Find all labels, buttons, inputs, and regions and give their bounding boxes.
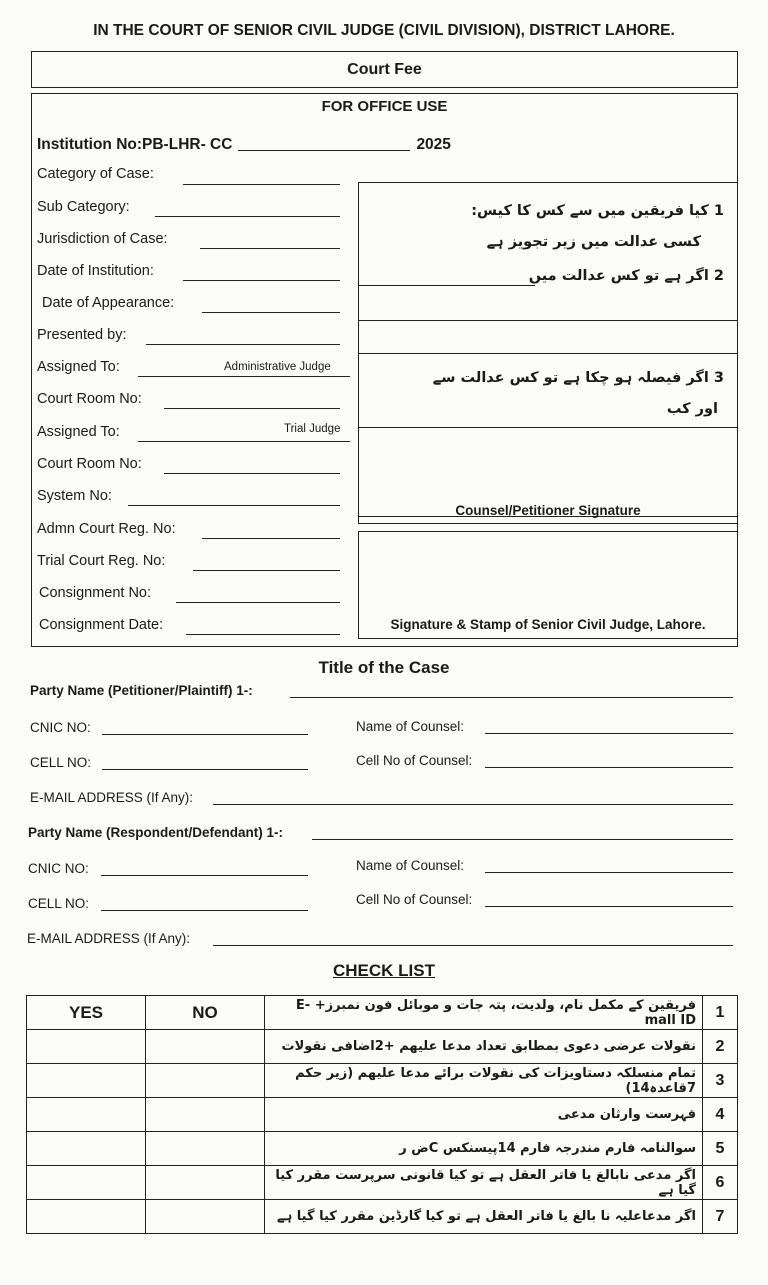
petitioner-email-label: E-MAIL ADDRESS (If Any):: [30, 790, 194, 805]
no-cell[interactable]: [146, 1132, 265, 1166]
court-fee-box: Court Fee: [31, 51, 738, 88]
trial-reg-field[interactable]: [193, 570, 340, 571]
table-row: [27, 1166, 738, 1200]
checklist-item-text: فریقین کے مکمل نام، ولدیت، پتہ جات و موبائل فون نمبرز+ E-mall ID: [265, 996, 703, 1030]
divider: [358, 427, 738, 428]
checklist-item-number: 5: [703, 1132, 738, 1166]
date-appearance-label: Date of Appearance:: [42, 295, 175, 311]
question-1-line-2: کسی عدالت میں زیر تجویز ہے: [486, 234, 701, 250]
jurisdiction-field[interactable]: [200, 248, 340, 249]
checklist-item-number: 7: [703, 1200, 738, 1234]
judge-signature-label: Signature & Stamp of Senior Civil Judge, Lahore.: [390, 617, 706, 632]
category-field[interactable]: [183, 184, 340, 185]
question-2-answer-field[interactable]: [358, 285, 535, 286]
trial-judge-label: Trial Judge: [284, 423, 341, 435]
sub-category-label: Sub Category:: [37, 199, 130, 215]
respondent-cnic-label: CNIC NO:: [28, 861, 89, 876]
checklist-item-text: تمام منسلکہ دستاویزات کی نقولات برائے مدعا علیھم (زیر حکم 7قاعدہ14): [265, 1064, 703, 1098]
petitioner-cnic-label: CNIC NO:: [30, 720, 91, 735]
table-row: [27, 996, 738, 1030]
petitioner-email-field[interactable]: [213, 804, 733, 805]
yes-cell[interactable]: [27, 1200, 146, 1234]
institution-number-field[interactable]: [238, 150, 410, 151]
category-label: Category of Case:: [37, 166, 154, 182]
court-room-2-field[interactable]: [164, 473, 340, 474]
assigned-to-admin-field[interactable]: [138, 376, 350, 377]
question-3-line-1: 3 اگر فیصلہ ہو چکا ہے تو کس عدالت سے: [432, 370, 724, 386]
petitioner-cnic-field[interactable]: [102, 734, 308, 735]
checklist-item-text: اگر مدعی نابالغ یا فاتر العقل ہے تو کیا قانونی سرپرست مقرر کیا گیا ہے: [265, 1166, 703, 1200]
respondent-party-name-field[interactable]: [312, 839, 733, 840]
yes-cell[interactable]: [27, 1132, 146, 1166]
question-1-line-1: 1 کیا فریقین میں سے کس کا کیس:: [471, 203, 724, 219]
trial-reg-label: Trial Court Reg. No:: [37, 553, 166, 569]
consignment-no-field[interactable]: [176, 602, 340, 603]
no-cell[interactable]: [146, 1166, 265, 1200]
checklist-item-number: 3: [703, 1064, 738, 1098]
petitioner-counsel-cell-field[interactable]: [485, 767, 733, 768]
administrative-judge-label: Administrative Judge: [224, 361, 331, 373]
checklist-item-number: 4: [703, 1098, 738, 1132]
consignment-no-label: Consignment No:: [39, 585, 152, 601]
yes-cell[interactable]: [27, 1064, 146, 1098]
presented-by-field[interactable]: [146, 344, 340, 345]
yes-cell[interactable]: [27, 1098, 146, 1132]
respondent-counsel-cell-label: Cell No of Counsel:: [356, 892, 473, 907]
no-cell[interactable]: [146, 1200, 265, 1234]
date-institution-field[interactable]: [183, 280, 340, 281]
no-cell[interactable]: [146, 1030, 265, 1064]
yes-cell[interactable]: [27, 1166, 146, 1200]
no-header: NO: [146, 996, 265, 1030]
jurisdiction-label: Jurisdiction of Case:: [37, 231, 168, 247]
date-institution-label: Date of Institution:: [37, 263, 154, 279]
date-appearance-field[interactable]: [202, 312, 340, 313]
checklist-item-number: 2: [703, 1030, 738, 1064]
table-row: [27, 1064, 738, 1098]
respondent-cell-label: CELL NO:: [28, 896, 90, 911]
admn-reg-field[interactable]: [202, 538, 340, 539]
court-room-1-field[interactable]: [164, 408, 340, 409]
petitioner-cell-field[interactable]: [102, 769, 308, 770]
no-cell[interactable]: [146, 1098, 265, 1132]
yes-cell[interactable]: [27, 1030, 146, 1064]
table-row: [27, 1030, 738, 1064]
respondent-counsel-name-label: Name of Counsel:: [356, 858, 465, 873]
table-row: [27, 1098, 738, 1132]
table-row: [27, 1200, 738, 1234]
title-of-case: Title of the Case: [318, 658, 450, 677]
office-use-title: FOR OFFICE USE: [321, 98, 448, 115]
consignment-date-field[interactable]: [186, 634, 340, 635]
no-cell[interactable]: [146, 1064, 265, 1098]
checklist-item-number: 1: [703, 996, 738, 1030]
court-room-2-label: Court Room No:: [37, 456, 142, 472]
assigned-to-admin-label: Assigned To:: [37, 359, 120, 375]
question-3-line-2: اور کب: [666, 401, 718, 417]
petitioner-counsel-name-label: Name of Counsel:: [356, 719, 465, 734]
respondent-counsel-name-field[interactable]: [485, 872, 733, 873]
checklist-table: [26, 995, 738, 1234]
system-no-label: System No:: [37, 488, 112, 504]
institution-year: 2025: [416, 136, 451, 153]
respondent-cell-field[interactable]: [101, 910, 308, 911]
checklist-item-number: 6: [703, 1166, 738, 1200]
system-no-field[interactable]: [128, 505, 340, 506]
respondent-cnic-field[interactable]: [101, 875, 308, 876]
respondent-party-name-label: Party Name (Respondent/Defendant) 1-:: [28, 825, 284, 840]
respondent-email-label: E-MAIL ADDRESS (If Any):: [27, 931, 191, 946]
court-header: IN THE COURT OF SENIOR CIVIL JUDGE (CIVIL DIVISION), DISTRICT LAHORE.: [93, 22, 675, 39]
checklist-title: CHECK LIST: [333, 961, 435, 980]
checklist-item-text: نقولات عرضی دعوی بمطابق تعداد مدعا علیھم +2اضافی نقولات: [265, 1030, 703, 1064]
table-row: [27, 1132, 738, 1166]
presented-by-label: Presented by:: [37, 327, 127, 343]
consignment-date-label: Consignment Date:: [39, 617, 164, 633]
petitioner-counsel-name-field[interactable]: [485, 733, 733, 734]
petitioner-party-name-field[interactable]: [290, 697, 733, 698]
checklist-item-text: اگر مدعاعلیہ نا بالغ یا فاتر العقل ہے تو کیا گارڈین مقرر کیا گیا ہے: [265, 1200, 703, 1234]
checklist-item-text: سوالنامہ فارم مندرجہ فارم 14پیسنکس Cض ر: [265, 1132, 703, 1166]
checklist-item-text: فہرست وارثان مدعی: [265, 1098, 703, 1132]
institution-number: [37, 136, 451, 154]
question-2: 2 اگر ہے تو کس عدالت میں: [528, 268, 724, 284]
admn-reg-label: Admn Court Reg. No:: [37, 521, 176, 537]
divider: [358, 320, 738, 321]
petitioner-counsel-cell-label: Cell No of Counsel:: [356, 753, 473, 768]
petitioner-cell-label: CELL NO:: [30, 755, 92, 770]
assigned-to-trial-field[interactable]: [138, 441, 350, 442]
institution-label: Institution No:PB-LHR- CC: [37, 136, 233, 153]
court-room-1-label: Court Room No:: [37, 391, 142, 407]
assigned-to-trial-label: Assigned To:: [37, 424, 120, 440]
respondent-counsel-cell-field[interactable]: [485, 906, 733, 907]
respondent-email-field[interactable]: [213, 945, 733, 946]
counsel-signature-label: Counsel/Petitioner Signature: [455, 503, 641, 518]
petitioner-party-name-label: Party Name (Petitioner/Plaintiff) 1-:: [30, 683, 253, 698]
yes-header: YES: [27, 996, 146, 1030]
sub-category-field[interactable]: [155, 216, 340, 217]
divider: [358, 353, 738, 354]
